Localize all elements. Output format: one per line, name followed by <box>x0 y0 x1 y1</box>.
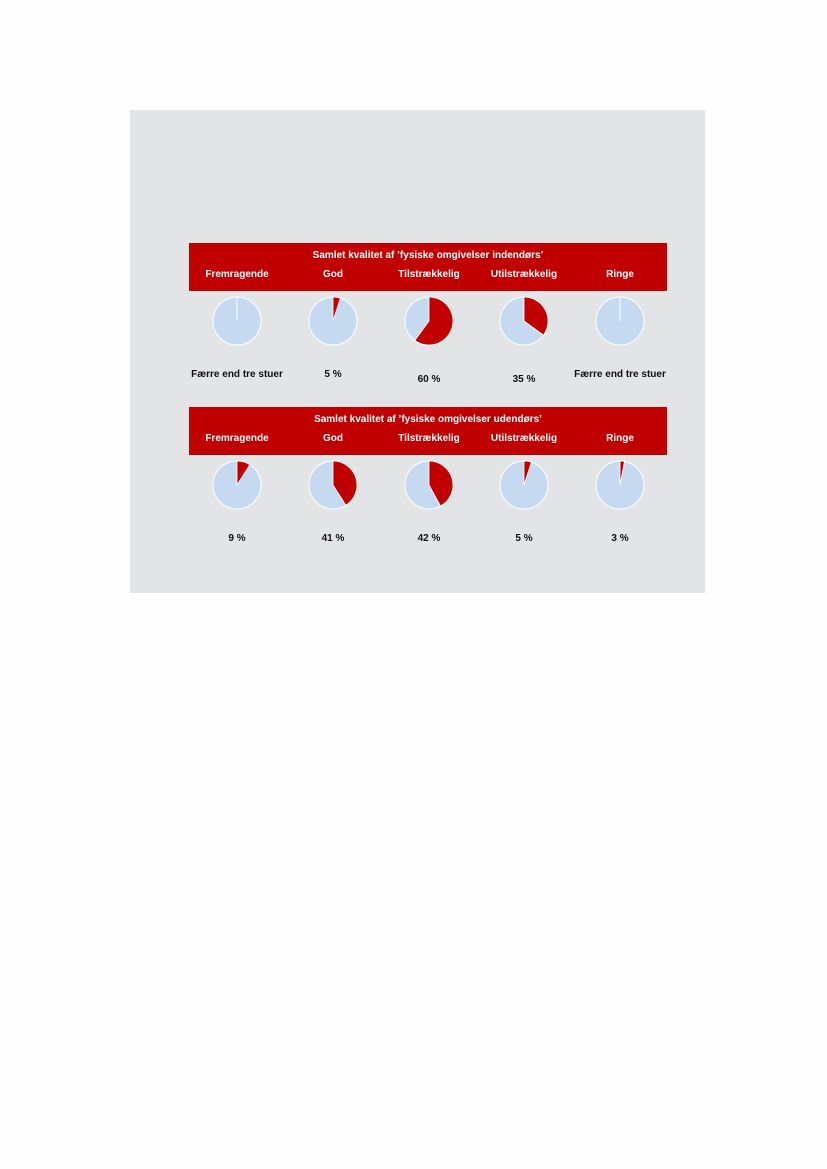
indoor-category-label: God <box>323 269 343 280</box>
outdoor-category-label: Ringe <box>606 433 634 444</box>
indoor-pie-4 <box>500 297 548 345</box>
outdoor-pie-2 <box>309 461 357 509</box>
outdoor-category-label: God <box>323 433 343 444</box>
indoor-value-label: Færre end tre stuer <box>574 369 666 380</box>
outdoor-value-label: 5 % <box>515 533 533 544</box>
indoor-chart-group <box>189 243 667 385</box>
indoor-pie-1 <box>213 297 261 345</box>
indoor-pie-5 <box>596 297 644 345</box>
indoor-value-label: 5 % <box>324 369 342 380</box>
indoor-category-label: Ringe <box>606 269 634 280</box>
outdoor-pie-1 <box>213 461 261 509</box>
indoor-pie-3 <box>405 297 453 345</box>
chart-panel <box>130 110 705 593</box>
outdoor-chart-group <box>189 407 667 544</box>
indoor-category-label: Fremragende <box>205 269 269 280</box>
indoor-pie-row <box>189 295 667 375</box>
indoor-chart-title: Samlet kvalitet af ’fysiske omgivelser indendørs’ <box>312 250 544 261</box>
outdoor-chart-title: Samlet kvalitet af ’fysiske omgivelser udendørs’ <box>314 414 542 425</box>
indoor-value-label: 60 % <box>417 374 441 385</box>
outdoor-pie-4 <box>500 461 548 509</box>
indoor-pie-2 <box>309 297 357 345</box>
outdoor-value-label: 41 % <box>321 533 345 544</box>
outdoor-category-row <box>189 433 667 447</box>
indoor-value-label: 35 % <box>512 374 536 385</box>
indoor-category-row <box>189 269 667 283</box>
outdoor-banner <box>189 407 667 455</box>
indoor-category-label: Tilstrækkelig <box>398 269 460 280</box>
outdoor-category-label: Utilstrækkelig <box>490 433 558 444</box>
outdoor-pie-5 <box>596 461 644 509</box>
outdoor-pie-row <box>189 459 667 539</box>
indoor-category-label: Utilstrækkelig <box>490 269 558 280</box>
outdoor-category-label: Fremragende <box>205 433 269 444</box>
outdoor-pie-3 <box>405 461 453 509</box>
outdoor-value-label: 42 % <box>417 533 441 544</box>
outdoor-category-label: Tilstrækkelig <box>398 433 460 444</box>
outdoor-value-label: 3 % <box>611 533 629 544</box>
indoor-value-label: Færre end tre stuer <box>191 369 283 380</box>
indoor-banner <box>189 243 667 291</box>
outdoor-value-label: 9 % <box>228 533 246 544</box>
